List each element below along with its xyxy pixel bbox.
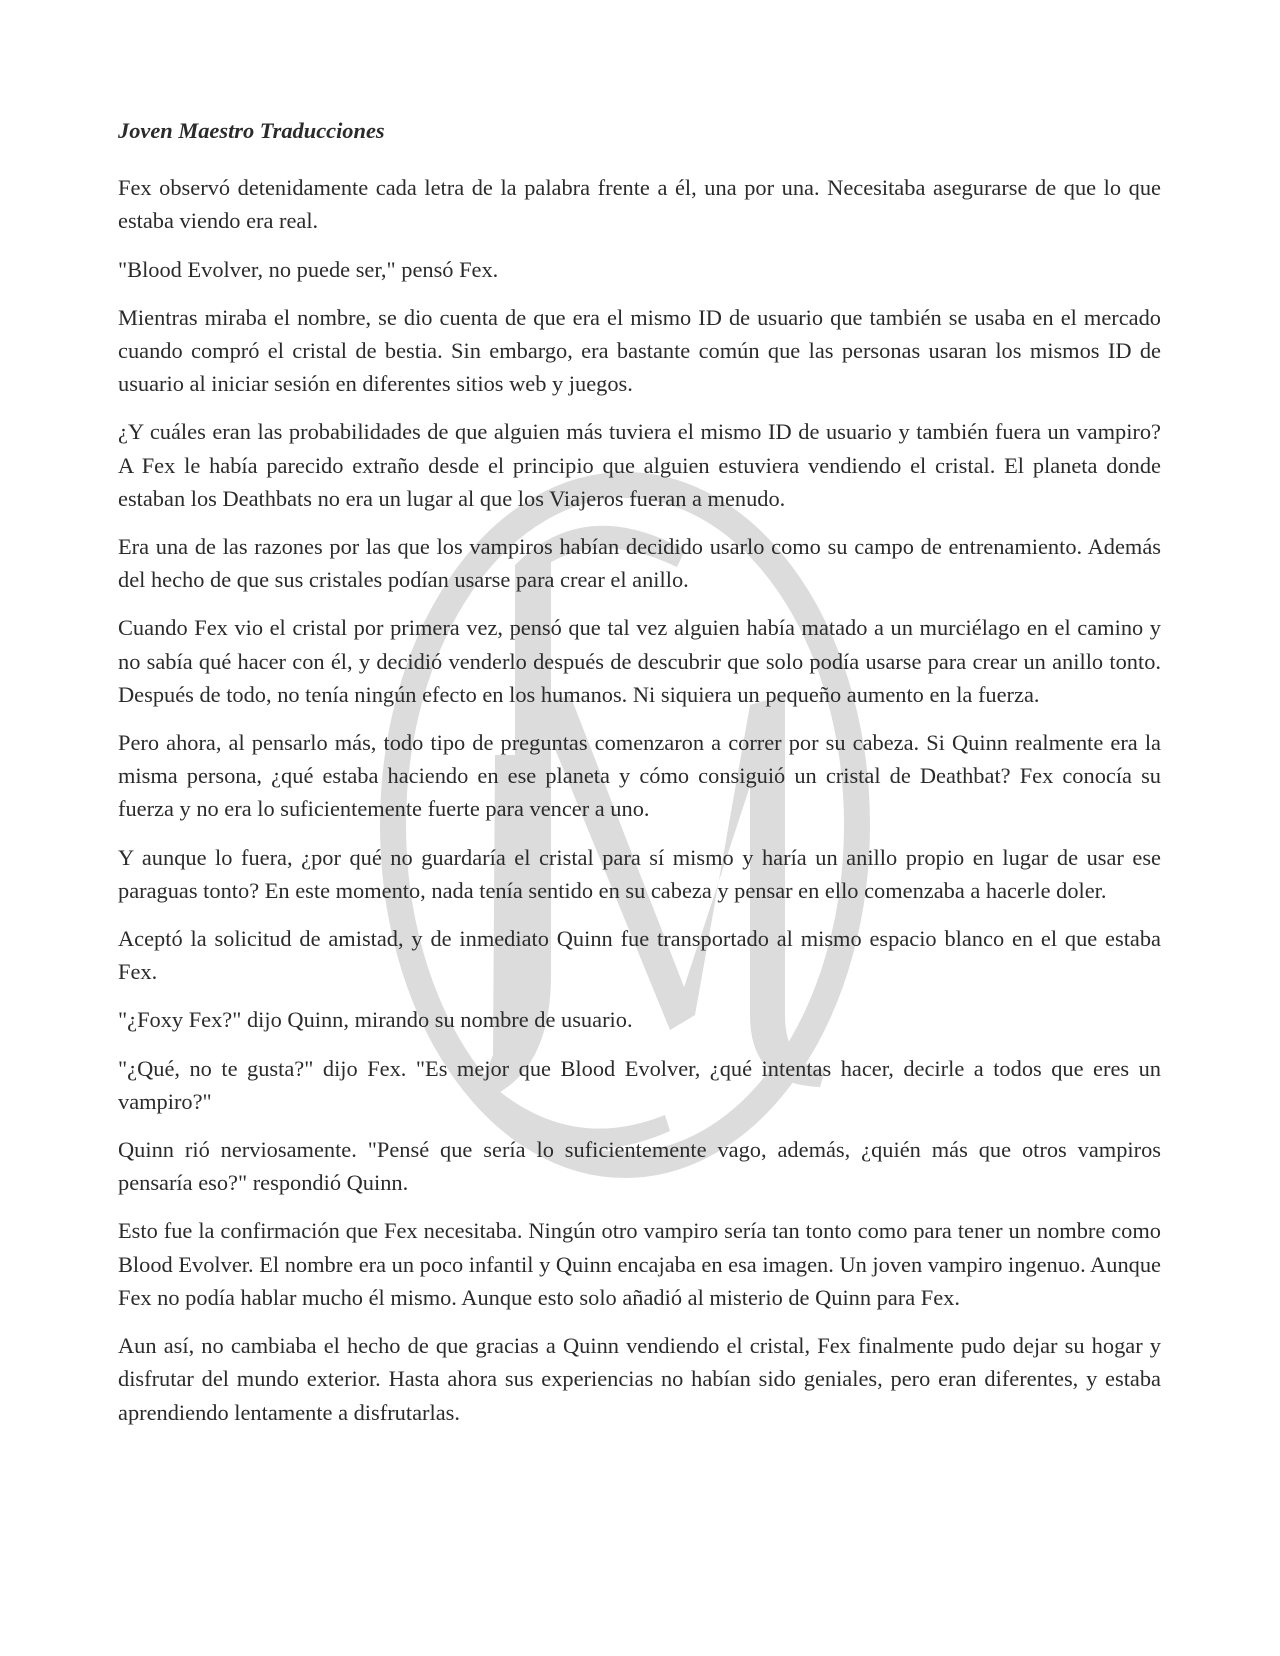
translator-header: Joven Maestro Traducciones	[118, 118, 385, 143]
paragraph: Cuando Fex vio el cristal por primera vez, pensó que tal vez alguien había matado a un murciélago en el camino y no sabía qué hacer con él, y decidió venderlo después de descubrir que solo podía usarse para crear un anillo tonto. Después de todo, no tenía ningún efecto en los humanos. Ni siquiera un pequeño aumento en la fuerza.	[118, 615, 1161, 707]
paragraph: Aun así, no cambiaba el hecho de que gracias a Quinn vendiendo el cristal, Fex finalmente pudo dejar su hogar y disfrutar del mundo exterior. Hasta ahora sus experiencias no habían sido geniales, pero eran diferentes, y estaba aprendiendo lentamente a disfrutarlas.	[118, 1333, 1161, 1425]
paragraph: ¿Y cuáles eran las probabilidades de que alguien más tuviera el mismo ID de usuario y también fuera un vampiro? A Fex le había parecido extraño desde el principio que alguien estuviera vendiendo el cristal. El planeta donde estaban los Deathbats no era un lugar al que los Viajeros fueran a menudo.	[118, 419, 1161, 511]
paragraph: Aceptó la solicitud de amistad, y de inmediato Quinn fue transportado al mismo espacio blanco en el que estaba Fex.	[118, 926, 1161, 985]
paragraph: "Blood Evolver, no puede ser," pensó Fex.	[118, 256, 499, 282]
paragraph: Esto fue la confirmación que Fex necesitaba. Ningún otro vampiro sería tan tonto como para tener un nombre como Blood Evolver. El nombre era un poco infantil y Quinn encajaba en esa imagen. Un joven vampiro ingenuo. Aunque Fex no podía hablar mucho él mismo. Aunque esto solo añadió al misterio de Quinn para Fex.	[118, 1218, 1161, 1310]
paragraph: Pero ahora, al pensarlo más, todo tipo de preguntas comenzaron a correr por su cabeza. Si Quinn realmente era la misma persona, ¿qué estaba haciendo en ese planeta y cómo consiguió un cristal de Deathbat? Fex conocía su fuerza y no era lo suficientemente fuerte para vencer a uno.	[118, 730, 1161, 822]
paragraph: Y aunque lo fuera, ¿por qué no guardaría el cristal para sí mismo y haría un anillo propio en lugar de usar ese paraguas tonto? En este momento, nada tenía sentido en su cabeza y pensar en ello comenzaba a hacerle doler.	[118, 844, 1161, 903]
document-body	[118, 114, 1161, 1444]
paragraph: Fex observó detenidamente cada letra de la palabra frente a él, una por una. Necesitaba asegurarse de que lo que estaba viendo era real.	[118, 175, 1161, 234]
paragraph: "¿Foxy Fex?" dijo Quinn, mirando su nombre de usuario.	[118, 1007, 633, 1033]
paragraph: Era una de las razones por las que los vampiros habían decidido usarlo como su campo de entrenamiento. Además del hecho de que sus cristales podían usarse para crear el anillo.	[118, 534, 1161, 593]
paragraph: "¿Qué, no te gusta?" dijo Fex. "Es mejor que Blood Evolver, ¿qué intentas hacer, decirle a todos que eres un vampiro?"	[118, 1055, 1161, 1114]
paragraph: Mientras miraba el nombre, se dio cuenta de que era el mismo ID de usuario que también se usaba en el mercado cuando compró el cristal de bestia. Sin embargo, era bastante común que las personas usaran los mismos ID de usuario al iniciar sesión en diferentes sitios web y juegos.	[118, 304, 1161, 397]
paragraph: Quinn rió nerviosamente. "Pensé que sería lo suficientemente vago, además, ¿quién más que otros vampiros pensaría eso?" respondió Quinn.	[118, 1137, 1161, 1196]
